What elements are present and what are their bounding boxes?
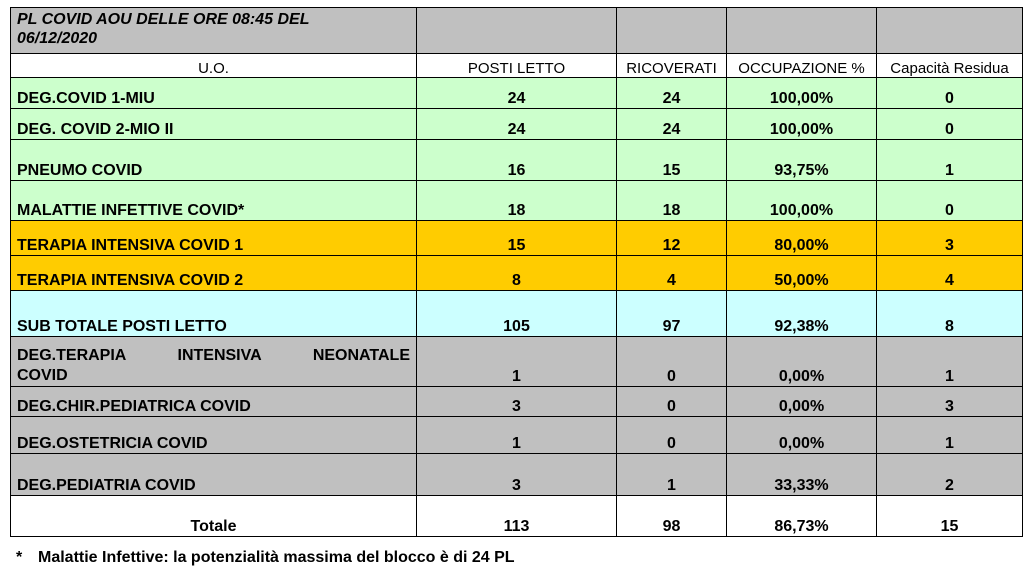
title-cell-empty [417,8,617,54]
row-capacita: 0 [877,78,1023,109]
row-ricoverati: 1 [617,454,727,496]
table-row [11,109,1023,140]
row-ricoverati: 0 [617,387,727,417]
title-row [11,8,1023,54]
total-capacita: 15 [877,496,1023,537]
header-posti-letto: POSTI LETTO [417,54,617,78]
covid-beds-table [10,7,1023,537]
title-cell-empty [617,8,727,54]
row-uo [11,337,417,387]
row-occupazione: 33,33% [727,454,877,496]
row-ricoverati: 0 [617,417,727,454]
row-posti: 3 [417,387,617,417]
row-uo: DEG. COVID 2-MIO II [11,109,417,140]
row-capacita: 3 [877,387,1023,417]
table-row [11,256,1023,291]
total-posti: 113 [417,496,617,537]
total-row [11,496,1023,537]
title-cell-empty [727,8,877,54]
row-posti: 105 [417,291,617,337]
table-row [11,78,1023,109]
table-row [11,387,1023,417]
row-uo-line2: COVID [17,367,68,384]
subtotal-row [11,291,1023,337]
header-occupazione: OCCUPAZIONE % [727,54,877,78]
row-posti: 18 [417,181,617,221]
row-ricoverati: 18 [617,181,727,221]
row-uo: SUB TOTALE POSTI LETTO [11,291,417,337]
row-posti: 8 [417,256,617,291]
table-row [11,417,1023,454]
header-row [11,54,1023,78]
row-capacita: 1 [877,417,1023,454]
row-occupazione: 100,00% [727,78,877,109]
row-occupazione: 93,75% [727,140,877,181]
row-occupazione: 0,00% [727,417,877,454]
row-uo: TERAPIA INTENSIVA COVID 2 [11,256,417,291]
row-uo: DEG.PEDIATRIA COVID [11,454,417,496]
table-title: PL COVID AOU DELLE ORE 08:45 DEL 06/12/2020 [11,8,417,54]
row-posti: 1 [417,337,617,387]
footnote-text: Malattie Infettive: la potenzialità massima del blocco è di 24 PL [38,549,515,566]
row-capacita: 1 [877,337,1023,387]
table-row [11,221,1023,256]
row-uo: PNEUMO COVID [11,140,417,181]
row-occupazione: 0,00% [727,337,877,387]
table-row [11,140,1023,181]
row-capacita: 1 [877,140,1023,181]
footnote-marker: * [16,549,23,566]
row-posti: 1 [417,417,617,454]
total-ricoverati: 98 [617,496,727,537]
row-ricoverati: 24 [617,109,727,140]
row-occupazione: 80,00% [727,221,877,256]
row-uo-line1: DEG.TERAPIA INTENSIVA NEONATALE [17,347,410,364]
total-label: Totale [11,496,417,537]
row-capacita: 4 [877,256,1023,291]
row-ricoverati: 12 [617,221,727,256]
row-occupazione: 0,00% [727,387,877,417]
title-cell-empty [877,8,1023,54]
row-occupazione: 50,00% [727,256,877,291]
row-posti: 16 [417,140,617,181]
row-posti: 24 [417,78,617,109]
row-uo: DEG.OSTETRICIA COVID [11,417,417,454]
header-uo: U.O. [11,54,417,78]
row-occupazione: 100,00% [727,181,877,221]
table-row [11,181,1023,221]
row-ricoverati: 15 [617,140,727,181]
row-occupazione: 92,38% [727,291,877,337]
row-occupazione: 100,00% [727,109,877,140]
table-row [11,337,1023,387]
row-posti: 24 [417,109,617,140]
row-ricoverati: 24 [617,78,727,109]
row-capacita: 3 [877,221,1023,256]
row-uo: TERAPIA INTENSIVA COVID 1 [11,221,417,256]
header-capacita-residua: Capacità Residua [877,54,1023,78]
row-uo: DEG.COVID 1-MIU [11,78,417,109]
row-ricoverati: 0 [617,337,727,387]
row-capacita: 8 [877,291,1023,337]
total-occupazione: 86,73% [727,496,877,537]
row-capacita: 2 [877,454,1023,496]
table-row [11,454,1023,496]
row-ricoverati: 4 [617,256,727,291]
row-capacita: 0 [877,109,1023,140]
footnote [16,549,515,567]
row-capacita: 0 [877,181,1023,221]
row-posti: 15 [417,221,617,256]
row-ricoverati: 97 [617,291,727,337]
row-uo: DEG.CHIR.PEDIATRICA COVID [11,387,417,417]
row-posti: 3 [417,454,617,496]
header-ricoverati: RICOVERATI [617,54,727,78]
row-uo: MALATTIE INFETTIVE COVID* [11,181,417,221]
